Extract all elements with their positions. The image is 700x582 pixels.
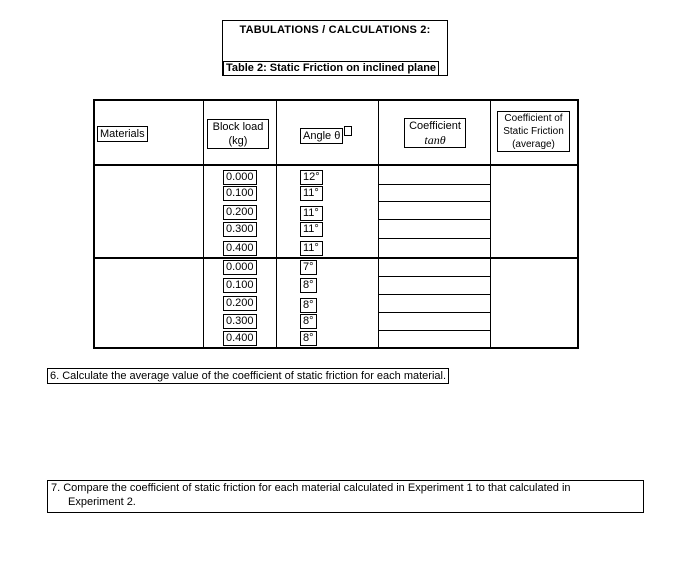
header-angle-label: Angle θ (300, 128, 343, 144)
header-coefficient-line1: Coefficient (409, 120, 461, 132)
question-6: 6. Calculate the average value of the coefficient of static friction for each material. (47, 368, 449, 384)
header-average-line3: (average) (512, 139, 555, 150)
header-average (497, 111, 570, 152)
load-cell: 0.300 (223, 314, 257, 329)
load-cell: 0.200 (223, 296, 257, 311)
angle-cell: 8° (300, 278, 317, 293)
page-title: TABULATIONS / CALCULATIONS 2: (239, 24, 431, 36)
angle-cell: 7° (300, 260, 317, 275)
load-cell: 0.100 (223, 186, 257, 201)
angle-cell: 8° (300, 298, 317, 313)
header-coefficient-line2: tanθ (424, 133, 446, 147)
load-cell: 0.200 (223, 205, 257, 220)
symbol-box-icon (344, 126, 352, 136)
header-average-line2: Static Friction (503, 126, 564, 137)
question-7-line1: 7. Compare the coefficient of static friction for each material calculated in Experiment 1 to that calculated in (51, 482, 571, 494)
load-cell: 0.000 (223, 260, 257, 275)
header-average-line1: Coefficient of (504, 113, 563, 124)
load-cell: 0.300 (223, 222, 257, 237)
load-cell: 0.000 (223, 170, 257, 185)
angle-cell: 12° (300, 170, 323, 185)
header-materials: Materials (97, 126, 148, 142)
question-7 (47, 480, 644, 513)
table-title: Table 2: Static Friction on inclined plane (223, 61, 439, 76)
header-coefficient (404, 118, 466, 148)
load-cell: 0.400 (223, 241, 257, 256)
angle-cell: 11° (300, 206, 323, 221)
load-cell: 0.100 (223, 278, 257, 293)
header-block-load-line1: Block load (212, 121, 264, 133)
load-cell: 0.400 (223, 331, 257, 346)
header-block-load-line2: (kg) (228, 135, 248, 147)
angle-cell: 8° (300, 314, 317, 329)
header-angle (300, 126, 352, 144)
angle-cell: 8° (300, 331, 317, 346)
header-block-load (207, 119, 269, 149)
question-7-line2: Experiment 2. (68, 496, 136, 508)
angle-cell: 11° (300, 186, 323, 201)
angle-cell: 11° (300, 222, 323, 237)
angle-cell: 11° (300, 241, 323, 256)
